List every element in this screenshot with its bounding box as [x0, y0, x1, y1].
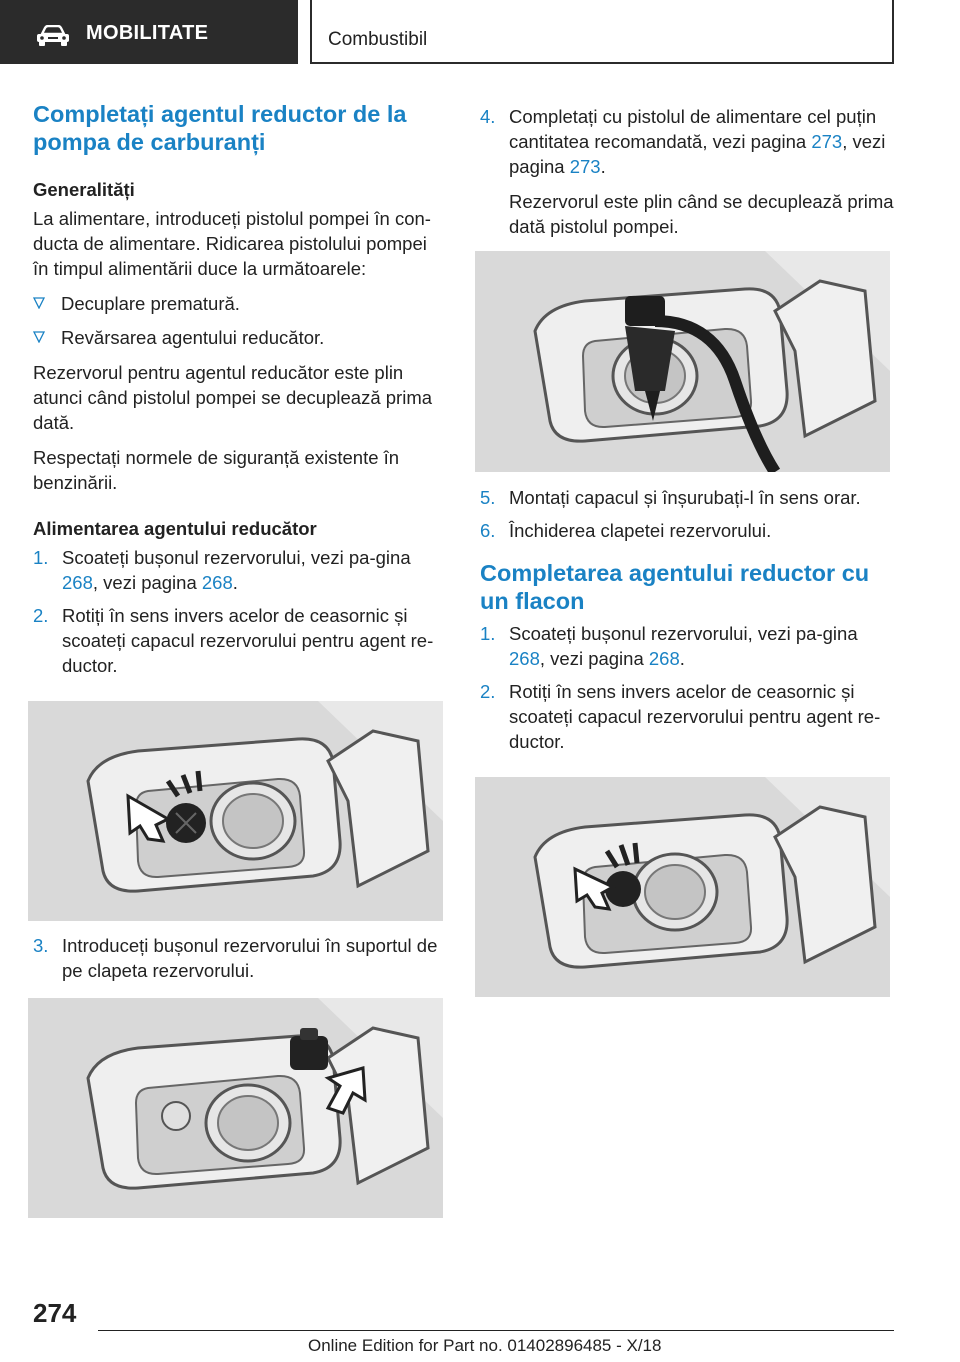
triangle-bullet-icon [33, 331, 45, 343]
page-header [0, 0, 960, 66]
list-item: 2. Rotiți în sens invers acelor de ceasornic și scoateți capacul rezervorului pentru agent re-ductor. [480, 681, 881, 752]
triangle-bullet-icon [33, 297, 45, 309]
paragraph: Respectați normele de siguranță existente în benzinării. [33, 447, 400, 493]
illustration-pump-nozzle [475, 251, 890, 472]
subsection-label: Combustibil [328, 29, 428, 50]
right-column-lower [480, 485, 894, 762]
car-icon [36, 25, 70, 47]
page-link[interactable]: 268 [201, 572, 233, 593]
illustration-cap-removal [28, 701, 443, 921]
subsection-tab [310, 0, 894, 64]
list-item: 3. Introduceți bușonul rezervorului în suportul de pe clapeta rezervorului. [33, 935, 438, 981]
page-link[interactable]: 268 [648, 648, 680, 669]
left-column [33, 100, 447, 686]
list-item: 1. Scoateți bușonul rezervorului, vezi pa-gina 268, vezi pagina 268. [480, 623, 858, 669]
list-item: Revărsarea agentului reducător. [33, 325, 447, 350]
page-link[interactable]: 273 [569, 156, 601, 177]
section-tab [0, 0, 298, 64]
list-item: 1. Scoateți bușonul rezervorului, vezi pa-gina 268, vezi pagina 268. [33, 547, 411, 593]
page-link[interactable]: 268 [509, 648, 540, 669]
page-link[interactable]: 273 [811, 131, 843, 152]
section-title: Completați agentul reductor de la pompa de carburanți [33, 101, 407, 155]
footer-divider [98, 1330, 894, 1331]
general-heading: Generalități [33, 179, 135, 200]
step-list [33, 545, 447, 678]
illustration-cap-removal-flask [475, 777, 890, 997]
paragraph: Rezervorul pentru agentul reducător este plin atunci când pistolul pompei se decuplează prima dată. [33, 362, 433, 433]
step-note: Rezervorul este plin când se decuplează prima dată pistolul pompei. [509, 191, 894, 237]
list-item: Decuplare prematură. [33, 291, 447, 316]
list-item: 2. Rotiți în sens invers acelor de ceasornic și scoateți capacul rezervorului pentru agent re-ductor. [33, 605, 434, 676]
bullet-list [33, 291, 447, 350]
page-number: 274 [33, 1298, 77, 1328]
right-column [480, 104, 894, 247]
list-item: 5. Montați capacul și înșurubați-l în sens orar. [480, 487, 861, 508]
edition-text: Online Edition for Part no. 01402896485 - X/18 [308, 1336, 662, 1355]
flask-step-list [480, 621, 894, 754]
step-list-5-6 [480, 485, 894, 543]
flask-title: Completarea agentului reductor cu un flacon [480, 560, 870, 614]
step-list-4 [480, 104, 894, 239]
section-label: MOBILITATE [86, 22, 209, 44]
page-link[interactable]: 268 [62, 572, 93, 593]
list-item: 6. Închiderea clapetei rezervorului. [480, 520, 772, 541]
general-text: La alimentare, introduceți pistolul pompei în con-ducta de alimentare. Ridicarea pistolului pompei în timpul alimentării duce la următoarele: [33, 208, 431, 279]
illustration-cap-holder [28, 998, 443, 1218]
step-list-3 [33, 933, 447, 991]
refuel-heading: Alimentarea agentului reducător [33, 518, 317, 539]
list-item: 4. Completați cu pistolul de alimentare cel puțin cantitatea recomandată, vezi pagina 273, vezi pagina 273. Rezervorul este plin când se decuplează prima dată pistolul pompei. [480, 106, 894, 237]
